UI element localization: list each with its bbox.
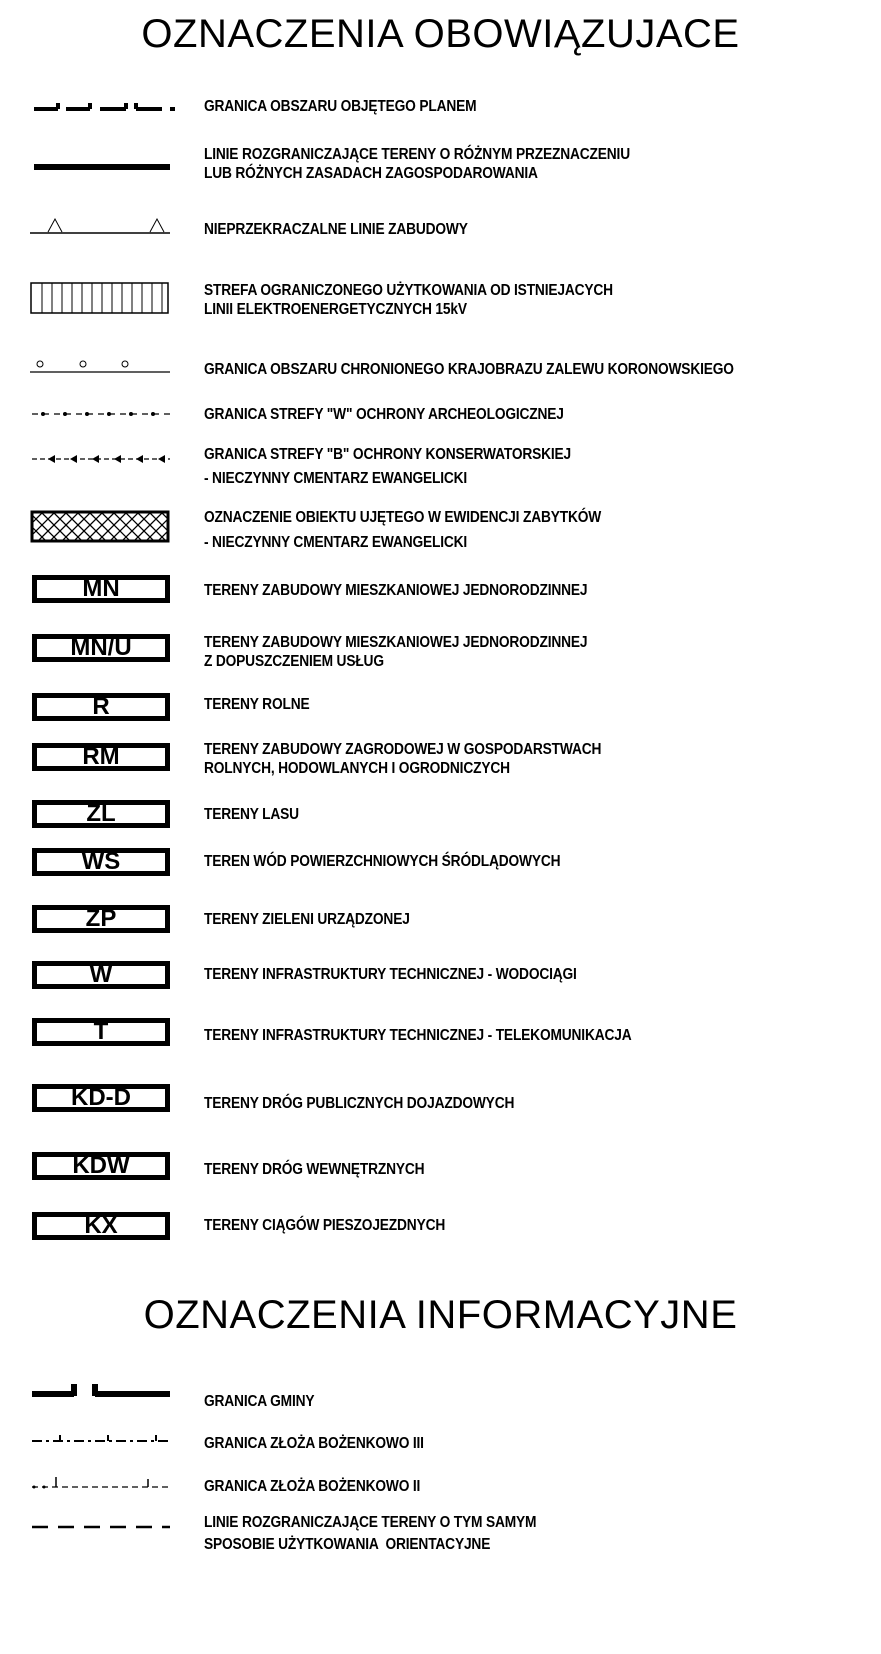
legend-label-archaeology-zone: GRANICA STREFY "W" OCHRONY ARCHEOLOGICZNEJ: [204, 406, 564, 423]
legend-label-deposit-ii: GRANICA ZŁOŻA BOŻENKOWO II: [204, 1478, 421, 1495]
conservation-zone-symbol: [30, 454, 175, 464]
building-line-symbol: [30, 216, 175, 236]
zone-code-box: WS: [32, 848, 170, 876]
plan-boundary-symbol: [30, 100, 175, 112]
legend-label-orientative-lines: LINIE ROZGRANICZAJĄCE TERENY O TYM SAMYM SPOSOBIE UŻYTKOWANIA ORIENTACYJNE: [204, 1514, 537, 1553]
zone-code-box: T: [32, 1018, 170, 1046]
archaeology-zone-symbol: [30, 409, 175, 419]
heritage-object-symbol: [30, 510, 175, 544]
legend-label-protected-landscape: GRANICA OBSZARU CHRONIONEGO KRAJOBRAZU ZALEWU KORONOWSKIEGO: [204, 361, 734, 378]
zone-label: TERENY ZABUDOWY MIESZKANIOWEJ JEDNORODZINNEJ: [204, 582, 588, 599]
zone-label: TERENY DRÓG WEWNĘTRZNYCH: [204, 1161, 425, 1178]
zone-code-box: KX: [32, 1212, 170, 1240]
zone-label: TERENY CIĄGÓW PIESZOJEZDNYCH: [204, 1217, 446, 1234]
orientative-dividing-line-symbol: [30, 1524, 175, 1530]
deposit-ii-boundary-symbol: [30, 1475, 175, 1491]
zone-code-box: KD-D: [32, 1084, 170, 1112]
zone-label: TERENY INFRASTRUKTURY TECHNICZNEJ - WODOCIĄGI: [204, 966, 577, 983]
zone-code-box: ZL: [32, 800, 170, 828]
zone-code-box: RM: [32, 743, 170, 771]
zone-label: TERENY INFRASTRUKTURY TECHNICZNEJ - TELEKOMUNIKACJA: [204, 1027, 632, 1044]
legend-label-conservation-zone: GRANICA STREFY "B" OCHRONY KONSERWATORSKIEJ - NIECZYNNY CMENTARZ EWANGELICKI: [204, 446, 572, 487]
hatched-strip-symbol: [30, 282, 175, 314]
zone-label: TERENY DRÓG PUBLICZNYCH DOJAZDOWYCH: [204, 1095, 515, 1112]
zone-code-box: ZP: [32, 905, 170, 933]
zone-label: TERENY LASU: [204, 806, 299, 823]
zone-code-box: KDW: [32, 1152, 170, 1180]
deposit-iii-boundary-symbol: [30, 1433, 175, 1447]
legend-label-building-lines: NIEPRZEKRACZALNE LINIE ZABUDOWY: [204, 221, 468, 238]
binding-section-title: OZNACZENIA OBOWIĄZUJACE: [141, 12, 740, 56]
municipality-boundary-symbol: [30, 1382, 175, 1398]
zone-label: TERENY ZIELENI URZĄDZONEJ: [204, 911, 410, 928]
zone-label: TERENY ZABUDOWY MIESZKANIOWEJ JEDNORODZINNEJ Z DOPUSZCZENIEM USŁUG: [204, 634, 588, 670]
zone-code-box: R: [32, 693, 170, 721]
info-section-title: OZNACZENIA INFORMACYJNE: [143, 1293, 738, 1337]
zone-code-box: MN: [32, 575, 170, 603]
legend-label-dividing-lines: LINIE ROZGRANICZAJĄCE TERENY O RÓŻNYM PRZEZNACZENIU LUB RÓŻNYCH ZASADACH ZAGOSPODAROWANIA: [204, 146, 630, 182]
legend-label-deposit-iii: GRANICA ZŁOŻA BOŻENKOWO III: [204, 1435, 424, 1452]
zone-code-box: W: [32, 961, 170, 989]
zone-code-box: MN/U: [32, 634, 170, 662]
legend-label-plan-boundary: GRANICA OBSZARU OBJĘTEGO PLANEM: [204, 98, 477, 115]
zone-label: TERENY ROLNE: [204, 696, 310, 713]
solid-dividing-line-symbol: [30, 163, 175, 171]
legend-label-heritage-object: OZNACZENIE OBIEKTU UJĘTEGO W EWIDENCJI ZABYTKÓW - NIECZYNNY CMENTARZ EWANGELICKI: [204, 509, 602, 551]
legend-label-municipality-boundary: GRANICA GMINY: [204, 1393, 315, 1410]
protected-landscape-symbol: [30, 358, 175, 374]
legend-label-restricted-zone: STREFA OGRANICZONEGO UŻYTKOWANIA OD ISTNIEJACYCH LINII ELEKTROENERGETYCZNYCH 15kV: [204, 282, 613, 318]
zone-label: TEREN WÓD POWIERZCHNIOWYCH ŚRÓDLĄDOWYCH: [204, 853, 561, 870]
zone-label: TERENY ZABUDOWY ZAGRODOWEJ W GOSPODARSTWACH ROLNYCH, HODOWLANYCH I OGRODNICZYCH: [204, 741, 602, 777]
